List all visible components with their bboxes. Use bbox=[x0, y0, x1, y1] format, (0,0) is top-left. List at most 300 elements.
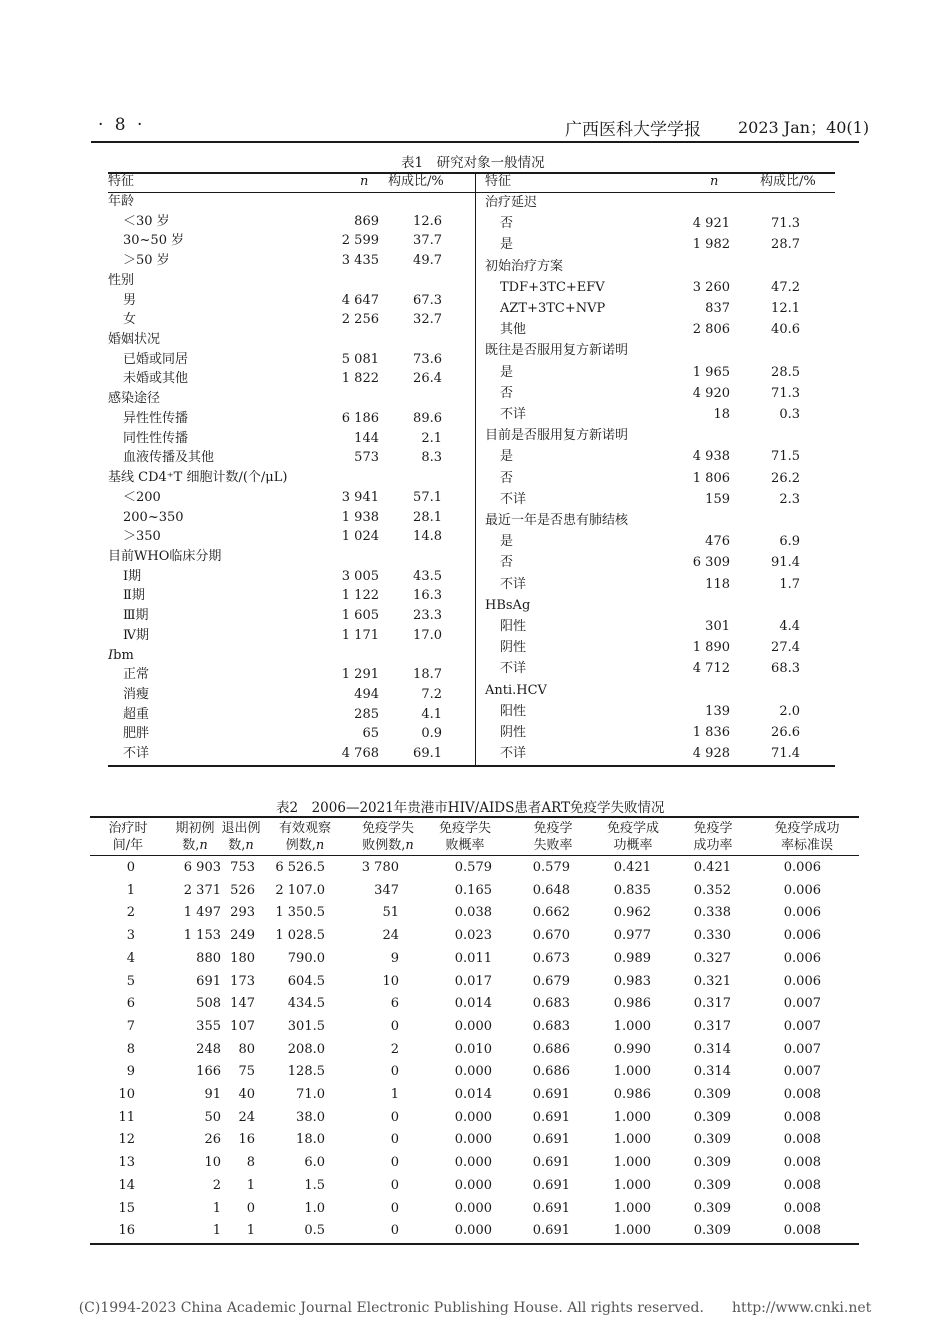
table1-label: 否 bbox=[500, 555, 514, 571]
table1-label: 不详 bbox=[500, 407, 527, 422]
table2-cell: 0.977 bbox=[613, 928, 651, 944]
table2-cell: 0.686 bbox=[532, 1041, 570, 1057]
table1-pct: 4.4 bbox=[779, 619, 800, 634]
table2-cell: 347 bbox=[374, 882, 399, 898]
table1-pct: 71.5 bbox=[771, 449, 800, 465]
table1-label: 不详 bbox=[500, 576, 527, 592]
table2-cell: 0.006 bbox=[783, 882, 821, 898]
table1-label: 超重 bbox=[123, 706, 150, 722]
table2-col-header: 免疫学成功 率标准误 bbox=[774, 821, 840, 853]
table2-cell: 0.321 bbox=[693, 973, 731, 989]
table2-cell: 0.006 bbox=[783, 905, 821, 921]
table1-row bbox=[108, 212, 468, 232]
table2-bottom-rule bbox=[90, 1243, 859, 1245]
table2-cell: 10 bbox=[118, 1087, 135, 1102]
table2-cell: 173 bbox=[230, 973, 255, 989]
table1-n: 4 928 bbox=[692, 746, 730, 762]
table2-cell: 0 bbox=[390, 1018, 399, 1034]
table1-pct: 73.6 bbox=[413, 351, 442, 367]
table1-n: 1 822 bbox=[341, 371, 379, 387]
table1-row bbox=[485, 617, 845, 637]
table1-n: 65 bbox=[362, 726, 379, 742]
table2-cell: 0.023 bbox=[454, 928, 492, 944]
table2-cell: 0.662 bbox=[532, 905, 570, 921]
table2-cell: 1.000 bbox=[613, 1223, 651, 1239]
table2-cell: 0.011 bbox=[454, 950, 492, 966]
table2-cell: 10 bbox=[204, 1155, 221, 1171]
table2-cell: 790.0 bbox=[287, 950, 325, 966]
table2-cell: 80 bbox=[238, 1041, 255, 1057]
table1-pct: 43.5 bbox=[413, 568, 442, 584]
table1-n: 1 965 bbox=[692, 364, 730, 380]
table1-label: 不详 bbox=[500, 746, 527, 762]
table2-cell: 9 bbox=[126, 1064, 135, 1080]
table1-label: Ⅳ期 bbox=[123, 627, 149, 643]
table2-cell: 355 bbox=[196, 1018, 221, 1034]
table1-n: 139 bbox=[705, 703, 730, 719]
table1-label: 200~350 bbox=[123, 509, 184, 525]
table2-cell: 0.000 bbox=[454, 1064, 492, 1080]
table2-cell: 0.317 bbox=[693, 996, 731, 1012]
table2-cell: 8 bbox=[126, 1041, 135, 1057]
table2-cell: 0.835 bbox=[613, 882, 651, 898]
table2-cell: 0.986 bbox=[613, 1087, 651, 1102]
table1-pct: 12.1 bbox=[771, 301, 800, 316]
table2-cell: 0.986 bbox=[613, 996, 651, 1012]
table1-label: 血液传播及其他 bbox=[123, 450, 215, 466]
table2-cell: 0.006 bbox=[783, 928, 821, 944]
table2-cell: 0.983 bbox=[613, 973, 651, 989]
table2-row bbox=[90, 1152, 859, 1174]
table1-row bbox=[485, 235, 845, 255]
table2-cell: 0.691 bbox=[532, 1132, 570, 1148]
table2-cell: 10 bbox=[382, 973, 399, 989]
table1-row bbox=[108, 310, 468, 330]
table2-cell: 14 bbox=[118, 1177, 135, 1193]
table1-row bbox=[108, 606, 468, 626]
table2-cell: 880 bbox=[196, 950, 221, 966]
table2-cell: 5 bbox=[126, 973, 135, 989]
table2-cell: 1.000 bbox=[613, 1109, 651, 1125]
table2-cell: 0 bbox=[246, 1200, 255, 1216]
table1-label: 不详 bbox=[123, 746, 150, 762]
table2-cell: 6 bbox=[126, 996, 135, 1012]
table2-cell: 0.673 bbox=[532, 950, 570, 966]
table2-cell: 1.000 bbox=[613, 1200, 651, 1216]
table1-row bbox=[108, 251, 468, 271]
table1-label: 年龄 bbox=[108, 194, 135, 209]
table1-n: 18 bbox=[713, 407, 730, 422]
table1-label: ＜200 bbox=[123, 489, 161, 505]
table1-n: 4 647 bbox=[341, 292, 379, 308]
table2-row bbox=[90, 880, 859, 902]
table1-label: 阳性 bbox=[500, 703, 527, 719]
table2-cell: 0.006 bbox=[783, 973, 821, 989]
table1-pct: 26.2 bbox=[771, 470, 800, 486]
table2-cell: 208.0 bbox=[287, 1041, 325, 1057]
table2-cell: 11 bbox=[118, 1109, 135, 1125]
table1-label: 未婚或其他 bbox=[123, 371, 189, 387]
table1-row bbox=[108, 350, 468, 370]
table2-cell: 0.007 bbox=[783, 996, 821, 1012]
table2-cell: 0 bbox=[390, 1109, 399, 1125]
table2-row bbox=[90, 1220, 859, 1242]
table2-cell: 0 bbox=[126, 860, 135, 875]
table2-cell: 0.008 bbox=[783, 1155, 821, 1171]
table1-n: 869 bbox=[354, 213, 379, 229]
table2-cell: 0.309 bbox=[693, 1200, 731, 1216]
table2-cell: 0.007 bbox=[783, 1018, 821, 1034]
table2-cell: 0.014 bbox=[454, 996, 492, 1012]
table1-row bbox=[108, 744, 468, 764]
table1-label: 肥胖 bbox=[123, 726, 150, 742]
table2-cell: 2 bbox=[126, 905, 135, 921]
table2-cell: 9 bbox=[390, 950, 399, 966]
table1-group-row bbox=[485, 511, 845, 531]
table2-cell: 526 bbox=[230, 882, 255, 898]
table2-row bbox=[90, 1084, 859, 1106]
table1-label: 其他 bbox=[500, 322, 527, 338]
table1-pct: 71.4 bbox=[771, 746, 800, 762]
table1-label: TDF+3TC+EFV bbox=[500, 279, 605, 295]
journal-title: 广西医科大学学报 bbox=[565, 120, 701, 140]
table2-cell: 0.352 bbox=[693, 882, 731, 898]
table1-pct: 17.0 bbox=[413, 627, 442, 643]
table1-label: AZT+3TC+NVP bbox=[500, 301, 606, 316]
table2-cell: 12 bbox=[118, 1132, 135, 1148]
table2-cell: 2 bbox=[390, 1041, 399, 1057]
table1-col-feature: 特征 bbox=[108, 174, 135, 189]
table2-cell: 51 bbox=[382, 905, 399, 921]
table1-n: 4 938 bbox=[692, 449, 730, 465]
table2-cell: 0.691 bbox=[532, 1200, 570, 1216]
table1-n: 1 291 bbox=[341, 667, 379, 683]
table1-label: 异性性传播 bbox=[123, 410, 189, 426]
table2-head-rule bbox=[90, 855, 859, 856]
table2-cell: 293 bbox=[230, 905, 255, 921]
table2-cell: 0.327 bbox=[693, 950, 731, 966]
table2-cell: 0.691 bbox=[532, 1155, 570, 1171]
table2-cell: 508 bbox=[196, 996, 221, 1012]
table1-n: 1 171 bbox=[341, 627, 379, 643]
table1-n: 1 836 bbox=[692, 725, 730, 740]
table1-row bbox=[485, 659, 845, 679]
table2-cell: 0.038 bbox=[454, 905, 492, 921]
table2-cell: 2 107.0 bbox=[275, 882, 325, 898]
table1-pct: 18.7 bbox=[413, 667, 442, 683]
table1-row bbox=[485, 214, 845, 234]
table1-label: 是 bbox=[500, 449, 514, 465]
table1-n: 6 309 bbox=[692, 555, 730, 571]
table2-cell: 40 bbox=[238, 1087, 255, 1102]
table1-label: 是 bbox=[500, 534, 514, 550]
table1-pct: 26.6 bbox=[771, 725, 800, 740]
table1-row bbox=[108, 231, 468, 251]
table2-col-header: 治疗时 间/年 bbox=[108, 821, 148, 853]
table2-cell: 1 bbox=[212, 1200, 221, 1216]
table2-row bbox=[90, 1175, 859, 1197]
table2-cell: 0.000 bbox=[454, 1177, 492, 1193]
table2-cell: 0.309 bbox=[693, 1155, 731, 1171]
table2-cell: 1 350.5 bbox=[275, 905, 325, 921]
table2-cell: 0.683 bbox=[532, 996, 570, 1012]
table1-pct: 2.0 bbox=[779, 703, 800, 719]
table2-cell: 0.691 bbox=[532, 1087, 570, 1102]
table2-col-header: 退出例 数,n bbox=[221, 821, 261, 853]
table2-cell: 0.691 bbox=[532, 1177, 570, 1193]
table2-cell: 0 bbox=[390, 1155, 399, 1171]
table1-row bbox=[108, 586, 468, 606]
table1-label: 30~50 岁 bbox=[123, 233, 185, 249]
table1-row bbox=[108, 429, 468, 449]
table1-pct: 0.3 bbox=[779, 407, 800, 422]
table2-cell: 0.314 bbox=[693, 1064, 731, 1080]
table2-cell: 0.579 bbox=[454, 860, 492, 875]
table2-cell: 24 bbox=[238, 1109, 255, 1125]
table1-pct: 37.7 bbox=[413, 233, 442, 249]
table1-n: 3 260 bbox=[692, 279, 730, 295]
table2-cell: 691 bbox=[196, 973, 221, 989]
table1-label: 治疗延迟 bbox=[485, 195, 538, 210]
table2-cell: 1.0 bbox=[304, 1200, 325, 1216]
table1-row bbox=[485, 384, 845, 404]
table1-n: 3 435 bbox=[341, 253, 379, 269]
table1-group-row bbox=[485, 193, 845, 213]
table2-top-rule bbox=[90, 816, 859, 818]
table1-row bbox=[485, 447, 845, 467]
table2-cell: 1 bbox=[126, 882, 135, 898]
table1-row bbox=[108, 409, 468, 429]
table1-pct: 16.3 bbox=[413, 588, 442, 604]
table1-n: 144 bbox=[354, 430, 379, 446]
table1-group-row bbox=[108, 330, 468, 350]
table1-label: Ibm bbox=[108, 647, 134, 663]
table2-cell: 0.309 bbox=[693, 1132, 731, 1148]
table1-n: 3 005 bbox=[341, 568, 379, 584]
table2-cell: 0.691 bbox=[532, 1109, 570, 1125]
table2-row bbox=[90, 1107, 859, 1129]
table1-row bbox=[108, 705, 468, 725]
table1-pct: 7.2 bbox=[421, 687, 442, 702]
table2-cell: 0.421 bbox=[693, 860, 731, 875]
table1-n: 1 605 bbox=[341, 608, 379, 624]
table1-row bbox=[108, 508, 468, 528]
table2-cell: 0.990 bbox=[613, 1041, 651, 1057]
table2-cell: 16 bbox=[238, 1132, 255, 1148]
table1-label: 基线 CD4⁺T 细胞计数/(个/μL) bbox=[108, 470, 288, 486]
table2-row bbox=[90, 925, 859, 947]
table2-cell: 107 bbox=[230, 1018, 255, 1034]
table1-n: 3 941 bbox=[341, 489, 379, 505]
table1-pct: 4.1 bbox=[421, 706, 442, 722]
table1-row bbox=[108, 567, 468, 587]
table2-row bbox=[90, 971, 859, 993]
table1-n: 476 bbox=[705, 534, 730, 550]
table2-cell: 249 bbox=[230, 928, 255, 944]
table1-label: ＞350 bbox=[123, 529, 161, 545]
copyright-footer: (C)1994-2023 China Academic Journal Electronic Publishing House. All rights reserved. http://www.cnki.net bbox=[78, 1300, 872, 1316]
table1-col-pct: 构成比/% bbox=[388, 174, 444, 189]
table1-n: 1 890 bbox=[692, 640, 730, 656]
table1-n: 2 256 bbox=[341, 312, 379, 328]
table2-row bbox=[90, 1039, 859, 1061]
table1-label: HBsAg bbox=[485, 597, 531, 613]
table2-cell: 16 bbox=[118, 1223, 135, 1239]
table1-pct: 26.4 bbox=[413, 371, 442, 387]
table1-row bbox=[485, 490, 845, 510]
table1-n: 1 982 bbox=[692, 237, 730, 253]
table1-pct: 14.8 bbox=[413, 529, 442, 545]
table2-cell: 0.579 bbox=[532, 860, 570, 875]
table1-n: 1 122 bbox=[341, 588, 379, 604]
table2-cell: 0.008 bbox=[783, 1177, 821, 1193]
table2-col-header: 期初例 数,n bbox=[175, 821, 215, 853]
table1-label: 否 bbox=[500, 216, 514, 232]
table1-group-row bbox=[485, 341, 845, 361]
table2-cell: 0.309 bbox=[693, 1177, 731, 1193]
table2-cell: 0.5 bbox=[304, 1223, 325, 1239]
table2-cell: 24 bbox=[382, 928, 399, 944]
table2-col-header: 免疫学失 败概率 bbox=[438, 821, 491, 853]
table2-cell: 4 bbox=[126, 950, 135, 966]
table2-cell: 0.006 bbox=[783, 860, 821, 875]
table2-row bbox=[90, 857, 859, 879]
table2-cell: 0.683 bbox=[532, 1018, 570, 1034]
table2-cell: 301.5 bbox=[287, 1018, 325, 1034]
table2-cell: 1.5 bbox=[304, 1177, 325, 1193]
table2-cell: 13 bbox=[118, 1155, 135, 1171]
table1-pct: 28.5 bbox=[771, 364, 800, 380]
table1-row bbox=[485, 532, 845, 552]
table1-n: 4 921 bbox=[692, 216, 730, 232]
table1-label: 男 bbox=[123, 292, 137, 308]
table1-label: 最近一年是否患有肺结核 bbox=[485, 513, 629, 528]
table1-label: ＞50 岁 bbox=[123, 253, 170, 269]
table1-label: 目前WHO临床分期 bbox=[108, 548, 222, 564]
table2-row bbox=[90, 1129, 859, 1151]
table2-row bbox=[90, 993, 859, 1015]
table2-cell: 0.314 bbox=[693, 1041, 731, 1057]
table2-cell: 147 bbox=[230, 996, 255, 1012]
table1-pct: 71.3 bbox=[771, 216, 800, 232]
table2-cell: 0.000 bbox=[454, 1155, 492, 1171]
table2-cell: 0.000 bbox=[454, 1018, 492, 1034]
table1-label: 否 bbox=[500, 385, 514, 401]
table2-cell: 0 bbox=[390, 1064, 399, 1080]
table1-row bbox=[485, 744, 845, 764]
table1-group-row bbox=[108, 192, 468, 212]
table2-cell: 0.017 bbox=[454, 973, 492, 989]
table1-label: 同性性传播 bbox=[123, 430, 189, 446]
table1-row bbox=[108, 724, 468, 744]
table2-cell: 0.686 bbox=[532, 1064, 570, 1080]
table1-group-row bbox=[108, 547, 468, 567]
table1-col-feature-right: 特征 bbox=[485, 174, 512, 189]
table2-cell: 7 bbox=[126, 1018, 135, 1034]
table1-label: 阳性 bbox=[500, 619, 527, 634]
table2-cell: 71.0 bbox=[296, 1087, 325, 1102]
table1-label: 目前是否服用复方新诺明 bbox=[485, 428, 629, 444]
table2-cell: 1.000 bbox=[613, 1064, 651, 1080]
table1-label: Ⅲ期 bbox=[123, 608, 149, 624]
table1-pct: 27.4 bbox=[771, 640, 800, 656]
table1-pct: 68.3 bbox=[771, 661, 800, 677]
table1-pct: 2.1 bbox=[421, 430, 442, 446]
table1-label: 性别 bbox=[108, 272, 135, 288]
table1-label: Ⅰ期 bbox=[123, 568, 142, 584]
table1-pct: 89.6 bbox=[413, 410, 442, 426]
table2-cell: 0.008 bbox=[783, 1132, 821, 1148]
table2-cell: 0.000 bbox=[454, 1200, 492, 1216]
table1-pct: 67.3 bbox=[413, 292, 442, 308]
table1-n: 159 bbox=[705, 491, 730, 507]
table1-group-row bbox=[485, 681, 845, 701]
table2-cell: 0.007 bbox=[783, 1064, 821, 1080]
table1-pct: 23.3 bbox=[413, 608, 442, 624]
table1-n: 4 712 bbox=[692, 661, 730, 677]
table1-col-n-right: n bbox=[710, 174, 719, 189]
table2-cell: 0.008 bbox=[783, 1109, 821, 1125]
table1-row bbox=[108, 488, 468, 508]
table1-col-n: n bbox=[360, 174, 369, 189]
table1-caption: 表1 研究对象一般情况 bbox=[401, 155, 545, 171]
table1-n: 5 081 bbox=[341, 351, 379, 367]
table1-label: 感染途径 bbox=[108, 391, 161, 407]
table1-pct: 8.3 bbox=[421, 450, 442, 466]
table1-pct: 32.7 bbox=[413, 312, 442, 328]
table2-cell: 0.006 bbox=[783, 950, 821, 966]
table2-cell: 3 bbox=[126, 928, 135, 944]
table2-cell: 0.338 bbox=[693, 905, 731, 921]
table2-cell: 91 bbox=[204, 1087, 221, 1102]
table1-label: 阴性 bbox=[500, 725, 527, 740]
table2-cell: 1 bbox=[212, 1223, 221, 1239]
table2-cell: 0.962 bbox=[613, 905, 651, 921]
table1-pct: 49.7 bbox=[413, 253, 442, 269]
table1-label: Ⅱ期 bbox=[123, 588, 145, 604]
table1-row bbox=[485, 469, 845, 489]
table2-cell: 1 153 bbox=[183, 928, 221, 944]
table1-pct: 2.3 bbox=[779, 491, 800, 507]
table2-caption: 表2 2006—2021年贵港市HIV/AIDS患者ART免疫学失败情况 bbox=[276, 800, 665, 816]
table2-cell: 50 bbox=[204, 1109, 221, 1125]
table2-cell: 8 bbox=[246, 1155, 255, 1171]
table2-cell: 0.008 bbox=[783, 1087, 821, 1102]
table2-cell: 1.000 bbox=[613, 1018, 651, 1034]
table2-col-header: 免疫学 成功率 bbox=[693, 821, 733, 853]
table2-cell: 1.000 bbox=[613, 1177, 651, 1193]
table1-label: 否 bbox=[500, 470, 514, 486]
table1-n: 1 938 bbox=[341, 509, 379, 525]
table1-row bbox=[485, 320, 845, 340]
table2-cell: 128.5 bbox=[287, 1064, 325, 1080]
table2-cell: 0.014 bbox=[454, 1087, 492, 1102]
table2-cell: 434.5 bbox=[287, 996, 325, 1012]
table1-pct: 71.3 bbox=[771, 385, 800, 401]
table2-cell: 0.648 bbox=[532, 882, 570, 898]
table2-cell: 1 028.5 bbox=[275, 928, 325, 944]
table2-cell: 1 bbox=[246, 1223, 255, 1239]
table1-label: 阴性 bbox=[500, 640, 527, 656]
table2-cell: 248 bbox=[196, 1041, 221, 1057]
table2-cell: 2 bbox=[212, 1177, 221, 1193]
table1-group-row bbox=[108, 468, 468, 488]
table1-group-row bbox=[485, 426, 845, 446]
table1-label: Anti.HCV bbox=[485, 682, 547, 698]
table2-cell: 6 903 bbox=[183, 860, 221, 875]
table2-col-header: 有效观察 例数,n bbox=[278, 821, 331, 853]
table2-cell: 0.008 bbox=[783, 1200, 821, 1216]
